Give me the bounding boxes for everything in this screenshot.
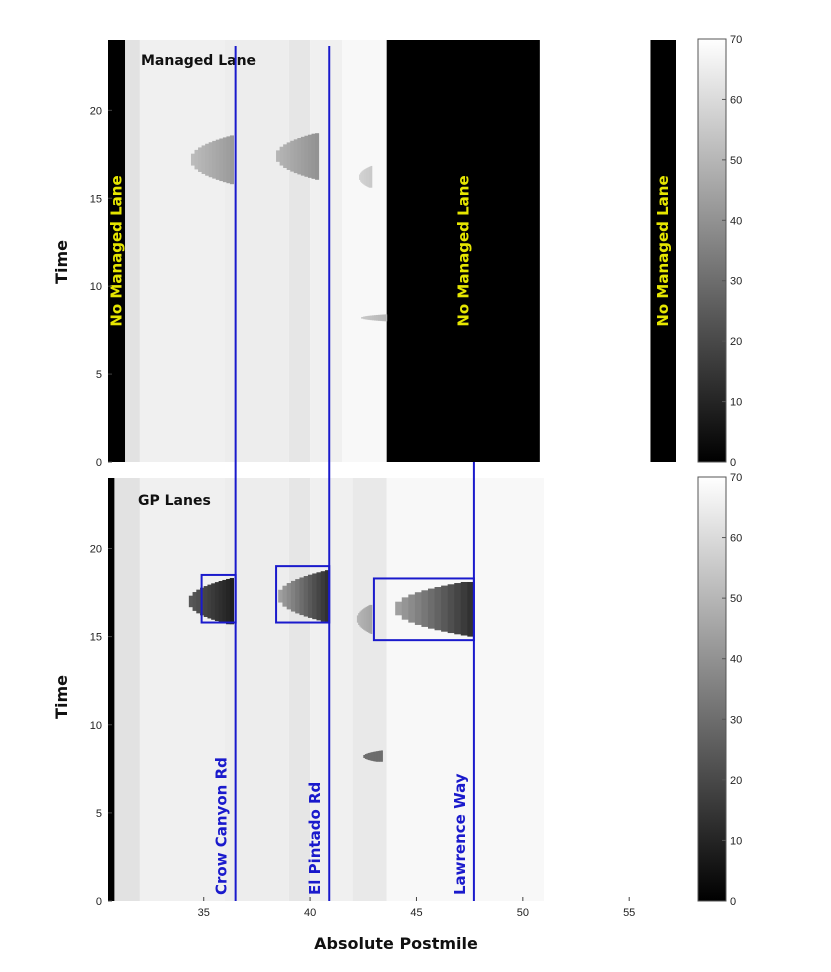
congestion-strip	[295, 579, 300, 613]
speed-band	[114, 478, 140, 901]
congestion-strip	[195, 150, 199, 170]
speed-band	[225, 40, 289, 462]
congestion-strip	[204, 586, 208, 617]
colorbar	[698, 39, 726, 462]
congestion-strip	[395, 602, 402, 616]
y-tick-label: 10	[89, 281, 102, 294]
congestion-strip	[408, 595, 415, 623]
congestion-strip	[461, 582, 468, 636]
location-marker-label: Lawrence Way	[450, 773, 469, 895]
heatmap-panel-0	[108, 40, 676, 462]
congestion-strip	[301, 137, 305, 176]
congestion-strip	[291, 581, 296, 612]
colorbar-tick-label: 60	[730, 532, 743, 545]
colorbar-tick-label: 20	[730, 774, 743, 787]
location-marker-label: El Pintado Rd	[306, 781, 325, 895]
x-tick-label: 55	[623, 907, 636, 919]
speed-band	[310, 40, 342, 462]
congestion-strip	[312, 134, 316, 179]
congestion-strip	[294, 139, 298, 173]
congestion-strip	[371, 605, 373, 634]
speed-band	[140, 40, 225, 462]
congestion-strip	[428, 589, 435, 629]
y-tick-label: 0	[95, 896, 102, 908]
colorbar-tick-label: 70	[730, 472, 743, 484]
colorbar-tick-label: 0	[730, 457, 737, 469]
congestion-strip	[454, 583, 461, 634]
x-tick-label: 40	[303, 907, 317, 919]
congestion-strip	[202, 145, 206, 174]
y-tick-label: 5	[95, 807, 102, 820]
colorbar-tick-label: 70	[730, 34, 743, 46]
congestion-strip	[415, 592, 422, 625]
congestion-strip	[441, 586, 448, 632]
congestion-strip	[207, 585, 211, 619]
congestion-strip	[226, 579, 230, 624]
congestion-strip	[191, 154, 195, 166]
congestion-strip	[216, 140, 220, 180]
colorbar-tick-label: 0	[730, 896, 737, 908]
congestion-strip	[287, 583, 292, 609]
heatmap-panel-1	[108, 478, 676, 901]
no-managed-lane-label: No Managed Lane	[454, 175, 473, 327]
speed-band	[225, 478, 289, 901]
congestion-strip	[297, 138, 301, 174]
congestion-strip	[226, 136, 230, 183]
x-tick-label: 45	[410, 907, 423, 919]
y-tick-label: 5	[95, 369, 102, 382]
location-marker-label: Crow Canyon Rd	[212, 757, 231, 895]
congestion-strip	[371, 166, 373, 188]
colorbar-tick-label: 30	[730, 714, 743, 727]
congestion-strip	[198, 147, 202, 172]
y-tick-label: 15	[89, 631, 102, 644]
y-tick-label: 20	[89, 543, 102, 556]
speed-band	[353, 478, 387, 901]
plot-group	[108, 40, 676, 901]
congestion-strip	[312, 573, 317, 619]
panel-title: Managed Lane	[141, 53, 257, 69]
y-tick-label: 0	[95, 457, 102, 469]
y-axis-title-bottom: Time	[52, 675, 71, 719]
no-data-region	[108, 478, 114, 901]
colorbar-tick-label: 50	[730, 154, 743, 167]
congestion-strip	[196, 590, 200, 614]
speed-band	[544, 478, 676, 901]
colorbar-tick-label: 30	[730, 275, 743, 288]
colorbar-tick-label: 50	[730, 593, 743, 606]
congestion-strip	[223, 137, 227, 182]
colorbar-tick-label: 40	[730, 215, 743, 228]
y-tick-label: 20	[89, 105, 102, 118]
congestion-strip	[448, 584, 455, 633]
colorbar	[698, 477, 726, 901]
colorbar-group	[698, 34, 742, 908]
congestion-strip	[304, 576, 309, 617]
congestion-strip	[304, 136, 308, 177]
congestion-strip	[299, 577, 304, 615]
colorbar-tick-label: 10	[730, 835, 743, 848]
congestion-strip	[189, 596, 193, 608]
speed-band	[342, 40, 387, 462]
y-tick-label: 15	[89, 193, 102, 206]
congestion-strip	[209, 142, 213, 177]
congestion-strip	[308, 135, 312, 178]
congestion-strip	[283, 144, 287, 168]
congestion-strip	[212, 141, 216, 179]
no-managed-lane-label: No Managed Lane	[654, 175, 673, 327]
congestion-strip	[290, 141, 294, 172]
x-axis-title: Absolute Postmile	[314, 934, 478, 953]
congestion-strip	[421, 590, 428, 627]
congestion-strip	[205, 144, 209, 176]
congestion-strip	[278, 590, 283, 603]
colorbar-tick-label: 10	[730, 396, 743, 409]
y-axis-title-top: Time	[52, 240, 71, 284]
y-tick-label: 10	[89, 719, 102, 732]
congestion-strip	[316, 572, 321, 620]
congestion-strip	[219, 581, 223, 622]
congestion-strip	[381, 750, 383, 761]
congestion-strip	[230, 135, 234, 184]
congestion-strip	[321, 571, 326, 621]
congestion-strip	[315, 133, 319, 180]
congestion-strip	[308, 575, 313, 618]
x-tick-label: 50	[516, 907, 529, 919]
congestion-strip	[287, 142, 291, 170]
congestion-strip	[222, 580, 226, 623]
congestion-strip	[219, 138, 223, 181]
x-tick-label: 35	[197, 907, 210, 919]
congestion-strip	[385, 314, 388, 321]
congestion-strip	[435, 587, 442, 630]
colorbar-tick-label: 40	[730, 653, 743, 666]
speed-band	[125, 40, 140, 462]
congestion-strip	[193, 592, 197, 611]
congestion-strip	[215, 582, 219, 621]
panel-title: GP Lanes	[138, 493, 211, 509]
colorbar-tick-label: 60	[730, 94, 743, 107]
congestion-strip	[276, 150, 280, 161]
congestion-strip	[230, 578, 234, 624]
congestion-strip	[402, 597, 409, 619]
congestion-strip	[282, 586, 287, 607]
congestion-strip	[280, 147, 284, 166]
congestion-strip	[211, 583, 215, 619]
no-managed-lane-label: No Managed Lane	[107, 175, 126, 327]
colorbar-tick-label: 20	[730, 336, 743, 349]
speed-band	[289, 40, 310, 462]
